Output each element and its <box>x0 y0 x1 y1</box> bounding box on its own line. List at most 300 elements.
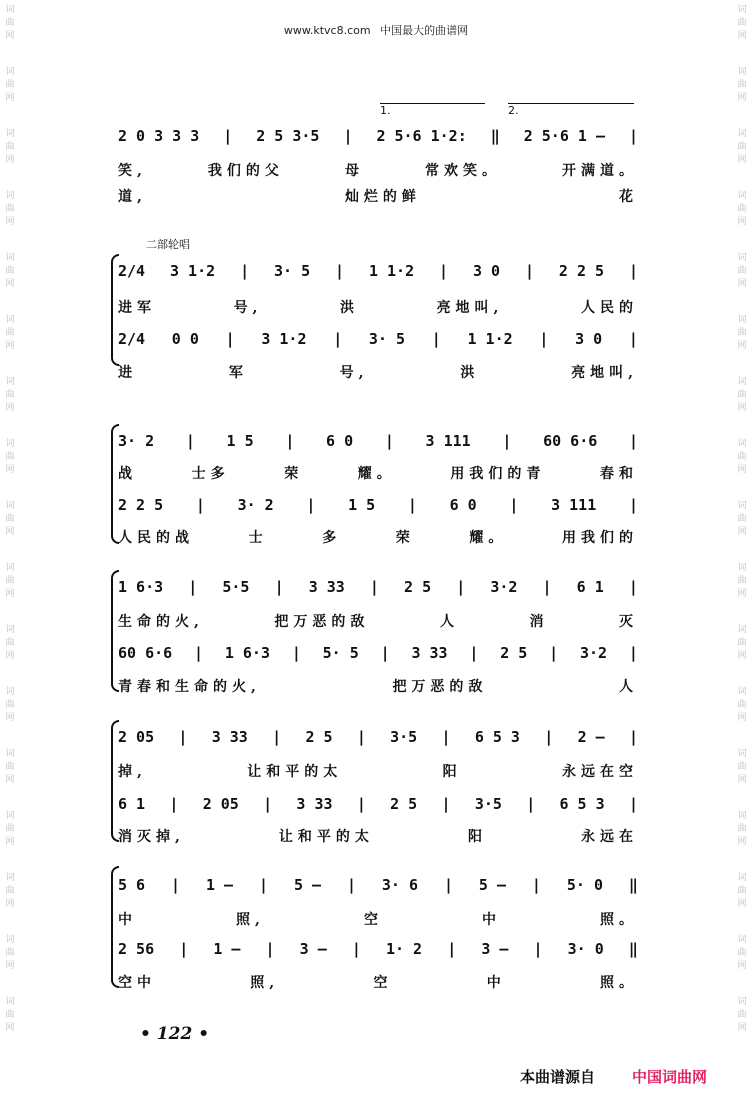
watermark-glyph: 词 <box>5 625 15 635</box>
note-group: 6 1 <box>118 795 146 813</box>
lyric-syllables: 用我们的 <box>561 530 638 546</box>
watermark-glyph: 曲 <box>5 1010 15 1020</box>
watermark-glyph-group <box>736 748 748 787</box>
lyric-syllables: 青春和生命的火, <box>118 679 261 695</box>
note-group: 5 — <box>293 876 322 894</box>
note-group: 3· 0 <box>567 940 604 958</box>
lyric-syllables: 荣 <box>395 530 415 546</box>
system-2-lower-notes <box>118 330 638 348</box>
part-label: 二部轮唱 <box>146 238 190 251</box>
note-group: 3· 2 <box>237 496 274 514</box>
lyric-syllables: 灭 <box>619 614 638 630</box>
watermark-glyph-group <box>736 872 748 911</box>
watermark-glyph: 曲 <box>5 576 15 586</box>
note-group: 2 5·6 1 — <box>523 127 605 145</box>
note-group: 6 1 <box>576 578 604 596</box>
note-group: | <box>533 940 543 958</box>
lyric-syllables: 永远在空 <box>562 764 638 780</box>
watermark-glyph: 网 <box>737 31 747 41</box>
watermark-glyph: 曲 <box>737 266 747 276</box>
note-group: 3 33 <box>296 795 333 813</box>
watermark-glyph: 曲 <box>5 142 15 152</box>
watermark-glyph: 词 <box>5 5 15 15</box>
note-group: | <box>285 432 295 450</box>
watermark-glyph: 曲 <box>5 762 15 772</box>
note-group: 3· 5 <box>368 330 406 348</box>
watermark-glyph: 曲 <box>5 266 15 276</box>
lyric-syllables: 让和平的太 <box>278 829 374 845</box>
lyric-syllables: 多 <box>322 530 342 546</box>
watermark-glyph-group <box>4 810 16 849</box>
note-group: | <box>291 644 301 662</box>
note-group: | <box>628 728 638 746</box>
note-group: | <box>628 330 638 348</box>
watermark-glyph-group <box>736 438 748 477</box>
watermark-glyph: 网 <box>737 837 747 847</box>
watermark-glyph: 网 <box>5 341 15 351</box>
note-group: 2 0 3 3 3 <box>118 127 200 145</box>
watermark-glyph-group <box>736 500 748 539</box>
watermark-glyph: 网 <box>5 31 15 41</box>
system-4-upper-notes <box>118 578 638 596</box>
watermark-glyph: 词 <box>737 377 747 387</box>
note-group: | <box>274 578 284 596</box>
lyric-syllables: 进 <box>118 365 137 381</box>
lyric-syllables: 照。 <box>600 975 638 991</box>
system-6-lower-lyrics <box>118 972 638 992</box>
note-group: 2 5 3·5 <box>256 127 320 145</box>
watermark-glyph-group <box>736 190 748 229</box>
lyric-syllables: 掉, <box>118 764 147 780</box>
watermark-glyph: 曲 <box>5 948 15 958</box>
note-group: 1 5 <box>226 432 254 450</box>
lyric-syllables: 中 <box>486 975 506 991</box>
watermark-glyph-group <box>4 934 16 973</box>
watermark-glyph: 曲 <box>737 514 747 524</box>
watermark-glyph-group <box>4 438 16 477</box>
note-group: 1 6·3 <box>118 578 164 596</box>
note-group: | <box>185 432 195 450</box>
note-group: 3 111 <box>551 496 597 514</box>
note-group: | <box>431 330 441 348</box>
note-group: | <box>469 644 479 662</box>
watermark-glyph: 词 <box>737 749 747 759</box>
watermark-glyph: 网 <box>5 403 15 413</box>
lyric-syllables: 生命的火, <box>118 614 204 630</box>
watermark-glyph: 曲 <box>5 700 15 710</box>
watermark-glyph: 网 <box>737 589 747 599</box>
note-group: 1 1·2 <box>368 262 415 280</box>
system-1-lyrics-verse-2 <box>118 186 638 206</box>
watermark-glyph: 曲 <box>5 80 15 90</box>
watermark-glyph-group <box>4 624 16 663</box>
watermark-glyph: 曲 <box>737 328 747 338</box>
note-group: 3 33 <box>211 728 248 746</box>
watermark-glyph: 网 <box>737 1023 747 1033</box>
system-3-lower-lyrics <box>118 527 638 547</box>
watermark-glyph-group <box>736 934 748 973</box>
note-group: | <box>171 876 181 894</box>
lyric-syllables: 进军 <box>118 300 156 316</box>
watermark-glyph: 网 <box>5 155 15 165</box>
lyric-syllables: 人民的 <box>581 300 638 316</box>
watermark-glyph-group <box>736 686 748 725</box>
note-group: | <box>447 940 457 958</box>
watermark-glyph: 词 <box>737 191 747 201</box>
lyric-syllables: 军 <box>228 365 248 381</box>
watermark-glyph-group <box>736 252 748 291</box>
watermark-glyph: 网 <box>737 465 747 475</box>
volta-second-ending: 2. <box>508 103 634 114</box>
watermark-glyph: 曲 <box>5 452 15 462</box>
volta-first-ending: 1. <box>380 103 485 114</box>
lyric-syllables: 照, <box>250 975 280 991</box>
system-4-lower-lyrics <box>118 676 638 696</box>
lyric-syllables: 空 <box>373 975 393 991</box>
lyric-syllables: 照, <box>236 912 265 928</box>
note-group: 3· 6 <box>381 876 419 894</box>
note-group: 3·5 <box>390 728 418 746</box>
note-group: | <box>179 940 189 958</box>
note-group: 3·5 <box>474 795 502 813</box>
note-group: | <box>628 127 638 145</box>
watermark-glyph: 网 <box>737 403 747 413</box>
note-group: | <box>443 876 453 894</box>
lyric-syllables: 永远在 <box>580 829 638 845</box>
lyric-syllables: 战 <box>118 466 137 482</box>
watermark-glyph: 词 <box>737 687 747 697</box>
watermark-glyph: 词 <box>737 625 747 635</box>
watermark-glyph: 词 <box>5 439 15 449</box>
watermark-glyph: 网 <box>737 651 747 661</box>
note-group: 2 5·6 1·2: <box>376 127 467 145</box>
watermark-column-left <box>4 0 18 1113</box>
lyric-syllables: 用我们的青 <box>450 466 546 482</box>
watermark-glyph: 曲 <box>737 824 747 834</box>
watermark-glyph-group <box>4 190 16 229</box>
watermark-glyph-group <box>4 500 16 539</box>
watermark-column-right <box>736 0 750 1113</box>
lyric-syllables: 中 <box>118 912 137 928</box>
watermark-glyph: 词 <box>737 811 747 821</box>
watermark-glyph: 词 <box>5 315 15 325</box>
lyric-syllables: 把万恶的敌 <box>274 614 370 630</box>
watermark-glyph: 词 <box>737 253 747 263</box>
lyric-syllables: 士多 <box>191 466 230 482</box>
lyric-syllables: 常欢笑。 <box>424 163 501 179</box>
watermark-glyph: 网 <box>5 837 15 847</box>
header-site-name: 中国最大的曲谱网 <box>380 24 469 37</box>
watermark-glyph: 曲 <box>5 886 15 896</box>
note-group: | <box>384 432 394 450</box>
note-group: | <box>441 728 451 746</box>
watermark-glyph-group <box>4 748 16 787</box>
watermark-glyph: 网 <box>5 589 15 599</box>
note-group: 2/4 <box>118 262 146 280</box>
lyric-syllables: 人民的战 <box>118 530 194 546</box>
lyric-syllables: 洪 <box>340 300 359 316</box>
watermark-glyph-group <box>4 562 16 601</box>
system-2-lower-lyrics <box>118 362 638 382</box>
watermark-glyph-group <box>736 562 748 601</box>
note-group: | <box>628 795 638 813</box>
watermark-glyph: 曲 <box>5 514 15 524</box>
watermark-glyph: 网 <box>5 775 15 785</box>
note-group: | <box>502 432 512 450</box>
system-2-upper-notes <box>118 262 638 280</box>
watermark-glyph: 网 <box>5 713 15 723</box>
footer-source-label: 本曲谱源自 <box>520 1068 596 1086</box>
lyric-syllables: 阳 <box>442 764 462 780</box>
watermark-glyph-group <box>736 810 748 849</box>
note-group: | <box>306 496 316 514</box>
note-group: 60 6·6 <box>118 644 173 662</box>
note-group: 2 5 <box>404 578 432 596</box>
note-group: | <box>628 262 638 280</box>
note-group: 5 6 <box>118 876 146 894</box>
note-group: | <box>333 330 343 348</box>
watermark-glyph-group <box>4 66 16 105</box>
note-group: | <box>539 330 549 348</box>
system-1-lyrics-verse-1 <box>118 160 638 180</box>
lyric-syllables: 灿烂的鲜 <box>344 189 421 205</box>
note-group: 2 05 <box>118 728 155 746</box>
note-group: ‖ <box>490 127 500 145</box>
page-header <box>0 22 752 38</box>
watermark-glyph: 词 <box>5 377 15 387</box>
lyric-syllables: 空中 <box>118 975 156 991</box>
header-url[interactable]: www.ktvc8.com <box>283 24 371 37</box>
note-group: 1 — <box>205 876 234 894</box>
lyric-syllables: 亮地叫, <box>571 365 638 381</box>
note-group: 3 — <box>481 940 509 958</box>
watermark-glyph: 曲 <box>737 638 747 648</box>
watermark-glyph-group <box>736 314 748 353</box>
note-group: 2 5 <box>390 795 418 813</box>
note-group: 5 — <box>478 876 506 894</box>
note-group: | <box>549 644 559 662</box>
watermark-glyph: 词 <box>5 67 15 77</box>
note-group: 3 111 <box>425 432 471 450</box>
watermark-glyph: 网 <box>5 961 15 971</box>
lyric-syllables: 花 <box>619 189 638 205</box>
watermark-glyph: 曲 <box>5 204 15 214</box>
system-6-upper-lyrics <box>118 909 638 929</box>
lyric-syllables: 洪 <box>460 365 480 381</box>
watermark-glyph: 词 <box>737 129 747 139</box>
system-4-upper-lyrics <box>118 611 638 631</box>
note-group: | <box>240 262 250 280</box>
note-group: 3 33 <box>411 644 448 662</box>
watermark-glyph-group <box>4 996 16 1035</box>
watermark-glyph: 网 <box>5 465 15 475</box>
watermark-glyph: 词 <box>737 501 747 511</box>
watermark-glyph: 曲 <box>5 824 15 834</box>
lyric-syllables: 把万恶的敌 <box>392 679 488 695</box>
note-group: | <box>380 644 390 662</box>
system-1-notes <box>118 127 638 145</box>
watermark-glyph: 网 <box>737 93 747 103</box>
note-group: | <box>628 578 638 596</box>
lyric-syllables: 中 <box>481 912 501 928</box>
note-group: | <box>356 728 366 746</box>
watermark-glyph: 网 <box>737 899 747 909</box>
note-group: 1· 2 <box>385 940 423 958</box>
note-group: | <box>526 795 536 813</box>
note-group: 6 0 <box>449 496 477 514</box>
lyric-syllables: 号, <box>233 300 263 316</box>
watermark-glyph: 网 <box>5 217 15 227</box>
watermark-glyph: 网 <box>737 775 747 785</box>
lyric-syllables: 道, <box>118 189 147 205</box>
note-group: | <box>178 728 188 746</box>
note-group: 6 5 3 <box>474 728 520 746</box>
watermark-glyph: 曲 <box>737 18 747 28</box>
note-group: 1 — <box>213 940 241 958</box>
note-group: 3 1·2 <box>261 330 307 348</box>
note-group: | <box>509 496 519 514</box>
system-5-upper-lyrics <box>118 761 638 781</box>
watermark-glyph: 词 <box>5 129 15 139</box>
note-group: | <box>628 432 638 450</box>
lyric-syllables: 消灭掉, <box>118 829 185 845</box>
lyric-syllables: 亮地叫, <box>436 300 504 316</box>
system-3-lower-notes <box>118 496 638 514</box>
watermark-glyph: 网 <box>5 1023 15 1033</box>
watermark-glyph: 曲 <box>737 700 747 710</box>
note-group: 2 5 <box>500 644 528 662</box>
note-group: | <box>441 795 451 813</box>
watermark-glyph-group <box>736 4 748 43</box>
note-group: | <box>335 262 345 280</box>
watermark-glyph-group <box>4 314 16 353</box>
watermark-glyph: 曲 <box>5 390 15 400</box>
note-group: | <box>456 578 466 596</box>
watermark-glyph-group <box>4 252 16 291</box>
note-group: | <box>265 940 275 958</box>
watermark-glyph: 曲 <box>737 390 747 400</box>
watermark-glyph: 网 <box>737 155 747 165</box>
system-2-upper-lyrics <box>118 297 638 317</box>
watermark-glyph: 词 <box>5 501 15 511</box>
watermark-glyph: 词 <box>5 935 15 945</box>
note-group: 2 — <box>577 728 605 746</box>
note-group: 1 1·2 <box>467 330 513 348</box>
system-5-lower-lyrics <box>118 826 638 846</box>
note-group: ‖ <box>628 940 638 958</box>
note-group: | <box>223 127 233 145</box>
watermark-glyph: 词 <box>5 191 15 201</box>
watermark-glyph: 词 <box>737 5 747 15</box>
watermark-glyph: 词 <box>5 253 15 263</box>
note-group: 2 5 <box>305 728 333 746</box>
note-group: | <box>272 728 282 746</box>
lyric-syllables: 春和 <box>599 466 638 482</box>
note-group: 3·2 <box>490 578 518 596</box>
watermark-glyph: 曲 <box>737 80 747 90</box>
note-group: 2/4 <box>118 330 146 348</box>
note-group: | <box>628 496 638 514</box>
watermark-glyph: 词 <box>737 935 747 945</box>
note-group: 3· 5 <box>274 262 311 280</box>
note-group: | <box>356 795 366 813</box>
note-group: ‖ <box>628 876 638 894</box>
note-group: 3 0 <box>575 330 603 348</box>
watermark-glyph: 网 <box>737 217 747 227</box>
watermark-glyph: 网 <box>5 899 15 909</box>
note-group: | <box>407 496 417 514</box>
system-6-lower-notes <box>118 940 638 958</box>
lyric-syllables: 耀。 <box>469 530 508 546</box>
note-group: 3 1·2 <box>170 262 216 280</box>
watermark-glyph: 网 <box>5 527 15 537</box>
system-5-lower-notes <box>118 795 638 813</box>
note-group: | <box>542 578 552 596</box>
watermark-glyph: 网 <box>737 279 747 289</box>
watermark-glyph: 网 <box>5 279 15 289</box>
lyric-syllables: 母 <box>344 163 364 179</box>
watermark-glyph: 网 <box>5 651 15 661</box>
note-group: 2 2 5 <box>558 262 605 280</box>
watermark-glyph: 词 <box>737 873 747 883</box>
watermark-glyph: 词 <box>5 749 15 759</box>
system-5-upper-notes <box>118 728 638 746</box>
system-3-upper-notes <box>118 432 638 450</box>
note-group: | <box>346 876 356 894</box>
watermark-glyph-group <box>4 128 16 167</box>
note-group: | <box>169 795 179 813</box>
watermark-glyph: 词 <box>737 67 747 77</box>
note-group: 5·5 <box>222 578 250 596</box>
footer-site-link[interactable]: 中国词曲网 <box>632 1068 708 1086</box>
watermark-glyph-group <box>4 4 16 43</box>
watermark-glyph: 曲 <box>5 18 15 28</box>
watermark-glyph: 曲 <box>737 204 747 214</box>
watermark-glyph: 曲 <box>737 948 747 958</box>
watermark-glyph: 曲 <box>737 576 747 586</box>
note-group: | <box>439 262 449 280</box>
lyric-syllables: 荣 <box>284 466 304 482</box>
watermark-glyph: 词 <box>737 997 747 1007</box>
note-group: | <box>369 578 379 596</box>
note-group: | <box>524 262 534 280</box>
note-group: 2 2 5 <box>118 496 164 514</box>
note-group: 1 6·3 <box>224 644 270 662</box>
note-group: | <box>531 876 541 894</box>
lyric-syllables: 耀。 <box>357 466 396 482</box>
watermark-glyph: 曲 <box>5 638 15 648</box>
watermark-glyph: 词 <box>5 687 15 697</box>
page-number: • 122 • <box>140 1024 210 1044</box>
note-group: | <box>544 728 554 746</box>
watermark-glyph: 网 <box>737 341 747 351</box>
watermark-glyph-group <box>736 66 748 105</box>
lyric-syllables: 让和平的太 <box>247 764 343 780</box>
system-3-upper-lyrics <box>118 463 638 483</box>
system-4-lower-notes <box>118 644 638 662</box>
watermark-glyph: 网 <box>5 93 15 103</box>
watermark-glyph: 词 <box>5 873 15 883</box>
note-group: 2 56 <box>118 940 155 958</box>
system-6-upper-notes <box>118 876 638 894</box>
lyric-syllables: 士 <box>248 530 268 546</box>
lyric-syllables: 照。 <box>600 912 638 928</box>
watermark-glyph: 词 <box>5 563 15 573</box>
watermark-glyph-group <box>736 624 748 663</box>
note-group: | <box>195 496 205 514</box>
watermark-glyph: 词 <box>737 315 747 325</box>
watermark-glyph: 曲 <box>737 452 747 462</box>
